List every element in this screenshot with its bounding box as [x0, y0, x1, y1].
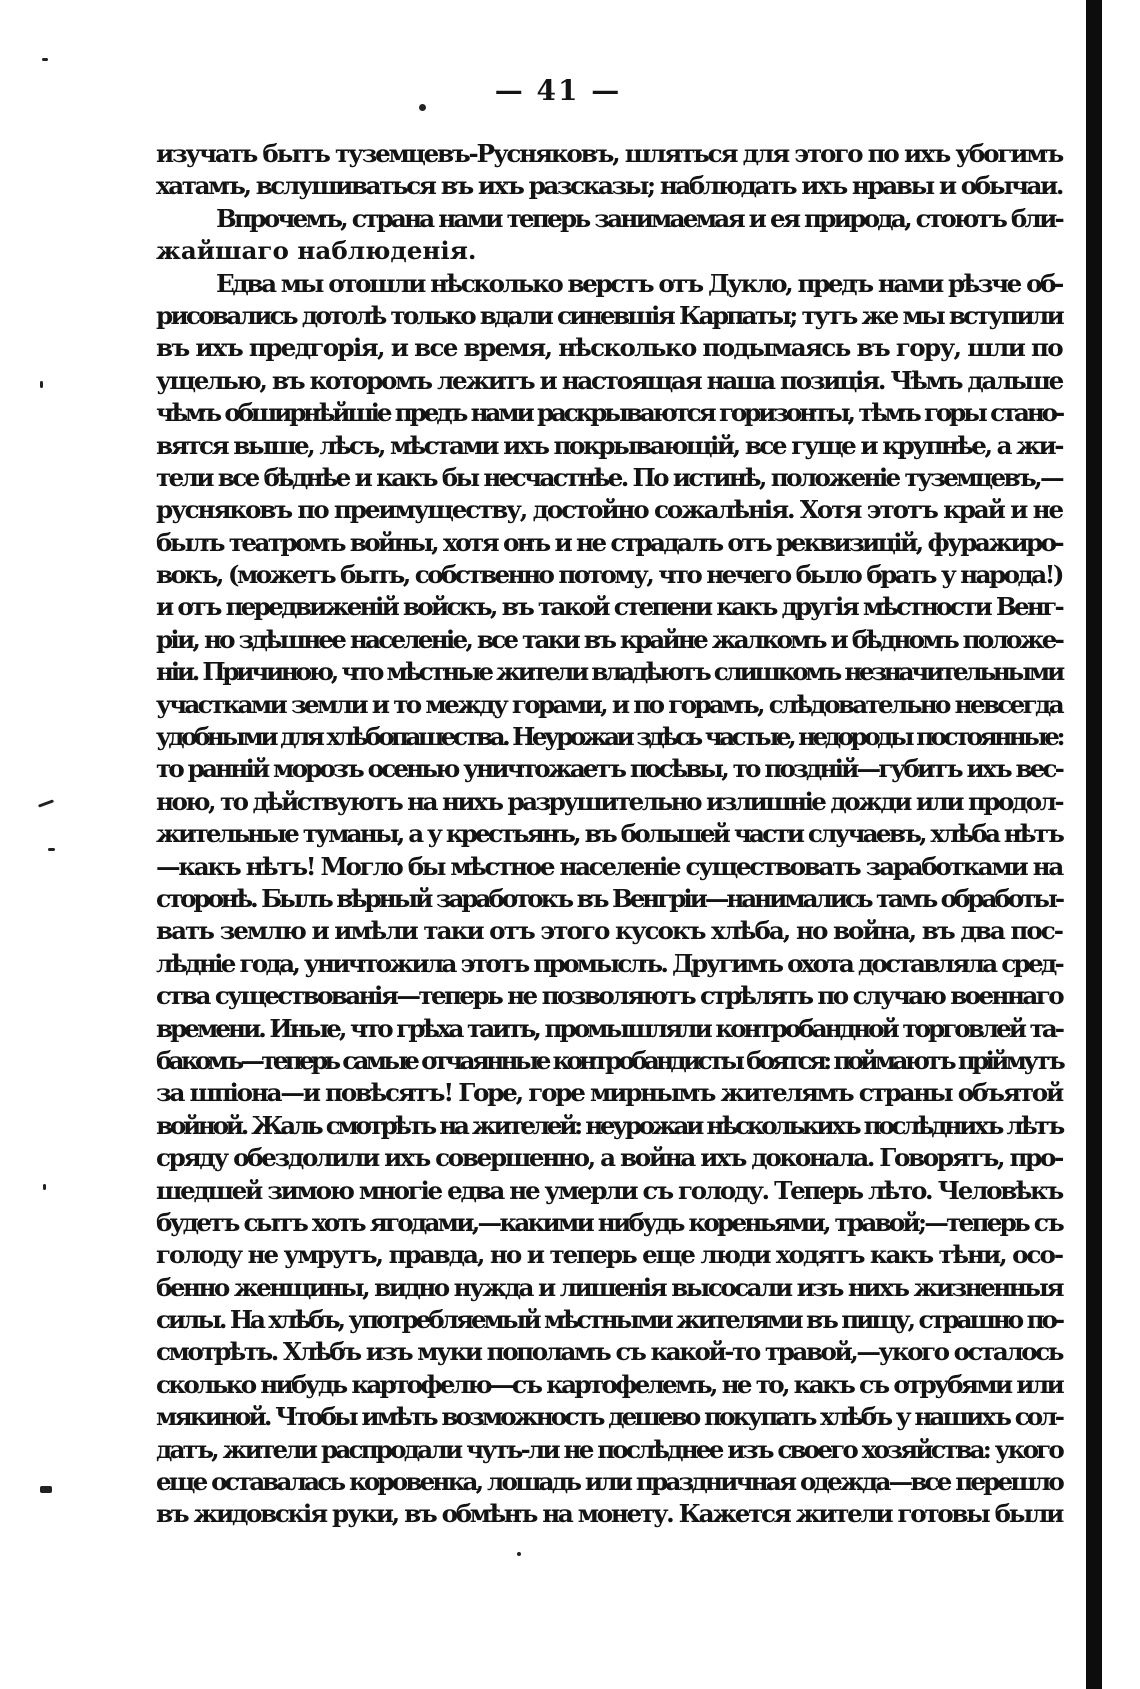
text-line: рисовались дотолѣ только вдали синевшія Карпаты; тутъ же мы вступили [156, 300, 1062, 330]
body-text [156, 138, 1062, 1531]
text-line: датъ, жители распродали чуть-ли не послѣднее изъ своего хозяйства: укого [156, 1434, 1062, 1464]
text-line: голоду не умрутъ, правда, но и теперь еще люди ходятъ какъ тѣни, осо- [156, 1240, 1062, 1270]
text-line: бенно женщины, видно нужда и лишенія высосали изъ нихъ жизненныя [156, 1272, 1062, 1302]
text-line: за шпіона—и повѣсятъ! Горе, горе мирнымъ жителямъ страны объятой [156, 1078, 1062, 1108]
text-line: и отъ передвиженій войскъ, въ такой степени какъ другія мѣстности Венг- [156, 592, 1062, 622]
text-line: хатамъ, вслушиваться въ ихъ разсказы; наблюдать ихъ нравы и обычаи. [156, 171, 1062, 201]
text-line: Едва мы отошли нѣсколько верстъ отъ Дукло, предъ нами рѣзче об- [216, 268, 1062, 298]
scan-speck [42, 58, 48, 61]
scan-speck [40, 1486, 52, 1493]
text-line: жительные туманы, а у крестьянъ, въ большей части случаевъ, хлѣба нѣтъ [156, 819, 1062, 849]
text-line: сторонѣ. Былъ вѣрный заработокъ въ Венгріи—нанимались тамъ обработы- [156, 883, 1062, 913]
scan-speck [419, 104, 426, 111]
text-line: ства существованія—теперь не позволяютъ стрѣлять по случаю военнаго [156, 981, 1062, 1011]
scan-speck [38, 799, 54, 807]
text-line: то ранній морозъ осенью уничтожаетъ посѣвы, то поздній—губитъ ихъ вес- [156, 754, 1062, 784]
text-line: лѣдніе года, уничтожила этотъ промыслъ. Другимъ охота доставляла сред- [156, 948, 1063, 978]
text-line: изучать бытъ туземцевъ-Русняковъ, шляться для этого по ихъ убогимъ [156, 139, 1062, 168]
text-line: ущелью, въ которомъ лежитъ и настоящая наша позиція. Чѣмъ дальше [156, 365, 1062, 395]
text-line: ніи. Причиною, что мѣстные жители владѣютъ слишкомъ незначительными [156, 657, 1062, 687]
text-line: бакомъ—теперь самые отчаянные контробандисты боятся: поймаютъ пріймутъ [156, 1045, 1062, 1075]
scan-speck [43, 1184, 46, 1190]
text-line: Впрочемъ, страна нами теперь занимаемая и ея природа, стоютъ бли- [216, 203, 1062, 233]
text-line: тели все бѣднѣе и какъ бы несчастнѣе. По истинѣ, положеніе туземцевъ,— [156, 462, 1062, 492]
page-edge-shadow [1086, 0, 1102, 1689]
text-line: удобными для хлѣбопашества. Неурожаи здѣсь частые, недороды постоянные: [156, 722, 1062, 752]
text-line: силы. На хлѣбъ, употребляемый мѣстными жителями въ пищу, страшно по- [156, 1305, 1062, 1335]
scan-speck [517, 1552, 521, 1556]
text-line: въ ихъ предгорія, и все время, нѣсколько подымаясь въ гору, шли по [156, 333, 1062, 363]
text-line: былъ театромъ войны, хотя онъ и не страдалъ отъ реквизицій, фуражиро- [156, 527, 1062, 557]
page-margin-right [1102, 0, 1140, 1689]
text-line: войной. Жаль смотрѣть на жителей: неурожаи нѣсколькихъ послѣднихъ лѣтъ [156, 1110, 1062, 1140]
text-line: —какъ нѣтъ! Могло бы мѣстное населеніе существовать заработками на [156, 851, 1062, 881]
page-number-text: — 41 — [494, 74, 622, 107]
text-line: времени. Иные, что грѣха таить, промышляли контробандной торговлей та- [156, 1013, 1063, 1043]
text-line: ріи, но здѣшнее населеніе, все таки въ крайне жалкомъ и бѣдномъ положе- [156, 624, 1062, 654]
text-line: чѣмъ обширнѣйшіе предъ нами раскрываются горизонты, тѣмъ горы стано- [156, 398, 1062, 428]
text-line: ною, то дѣйствуютъ на нихъ разрушительно излишніе дожди или продол- [156, 786, 1062, 816]
text-line: смотрѣть. Хлѣбъ изъ муки пополамъ съ какой-то травой,—укого осталось [156, 1337, 1062, 1367]
text-line: жайшаго наблюденія. [156, 236, 477, 266]
scan-speck [40, 381, 43, 388]
scan-speck [48, 848, 55, 851]
text-line: еще оставалась коровенка, лошадь или праздничная одежда—все перешло [156, 1467, 1062, 1497]
text-line: русняковъ по преимуществу, достойно сожалѣнія. Хотя этотъ край и не [156, 495, 1063, 525]
text-line: шедшей зимою многіе едва не умерли съ голоду. Теперь лѣто. Человѣкъ [156, 1175, 1062, 1205]
text-line: мякиной. Чтобы имѣть возможность дешево покупать хлѣбъ у нашихъ сол- [156, 1402, 1062, 1432]
text-line: въ жидовскія руки, въ обмѣнъ на монету. Кажется жители готовы были [156, 1499, 1062, 1529]
text-line: сряду обездолили ихъ совершенно, а война ихъ доконала. Говорятъ, про- [156, 1143, 1062, 1173]
text-line: вятся выше, лѣсъ, мѣстами ихъ покрывающій, все гуще и крупнѣе, а жи- [156, 430, 1062, 460]
text-line: вать землю и имѣли таки отъ этого кусокъ хлѣба, но война, въ два пос- [156, 916, 1062, 946]
page-number [0, 74, 1140, 107]
text-line: сколько нибудь картофелю—съ картофелемъ, не то, какъ съ отрубями или [156, 1369, 1062, 1399]
text-line: будетъ сытъ хоть ягодами,—какими нибудь кореньями, травой;—теперь съ [156, 1207, 1062, 1237]
text-line: участками земли и то между горами, и по горамъ, слѣдовательно невсегда [156, 689, 1062, 719]
text-line: вокъ, (можетъ быть, собственно потому, что нечего было брать у народа!) [156, 560, 1062, 590]
